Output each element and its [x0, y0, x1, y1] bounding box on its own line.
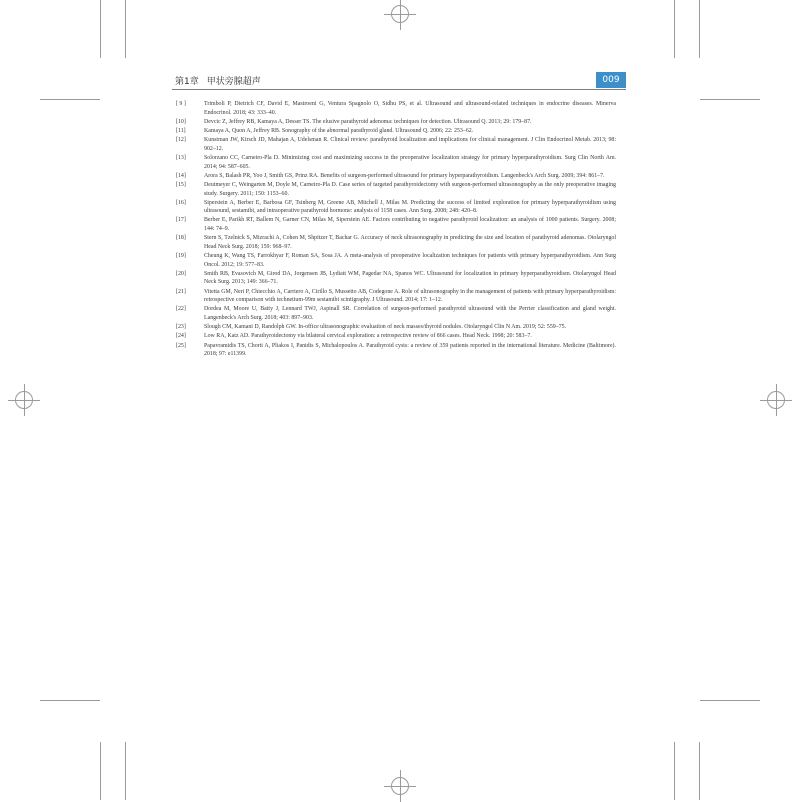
reference-text: Devcic Z, Jeffrey RB, Kamaya A, Desser TS. The elusive parathyroid adenoma: techniques for detection. Ultrasound Q. 2013; 29: 179–87. — [204, 118, 532, 125]
page-number: 009 — [596, 72, 626, 88]
crop-mark — [40, 700, 100, 701]
reference-text: Arora S, Balash PR, Yoo J, Smith GS, Prinz RA. Benefits of surgeon-performed ultrasound for primary hyperparathyroidism. Langenbeck's Arch Surg. 2009; 394: 861–7. — [204, 172, 605, 179]
reference-number: [19] — [176, 253, 186, 260]
reference-number: [15] — [176, 181, 186, 188]
crop-mark — [125, 742, 126, 800]
reference-number: [13] — [176, 154, 186, 161]
chapter-number: 第1章 — [175, 77, 199, 87]
chapter-title: 甲状旁腺超声 — [206, 77, 261, 87]
chapter-heading — [175, 74, 261, 87]
reference-text: Deutmeyer C, Weingarten M, Doyle M, Carneiro-Pla D. Case series of targeted parathyroidectomy with surgeon-performed ultrasonography as the only preoperative imaging study. Surgery. 2011; 150: 1153–60. — [204, 181, 616, 197]
reference-number: [23] — [176, 324, 186, 331]
crop-mark — [699, 0, 700, 58]
registration-mark — [15, 391, 33, 409]
reference-number: [24] — [176, 333, 186, 340]
reference-item — [176, 154, 616, 171]
reference-item — [176, 332, 616, 341]
reference-item — [176, 127, 616, 136]
reference-item — [176, 181, 616, 198]
reference-text: Solorzano CC, Carneiro-Pla D. Minimizing cost and maximizing success in the preoperative localization strategy for primary hyperparathyroidism. Surg Clin North Am. 2014; 94: 587–605. — [204, 154, 616, 170]
reference-text: Smith RB, Evasovich M, Girod DA, Jorgensen JB, Lydiatt WM, Pagedar NA, Spanos WC. Ultrasound for localization in primary hyperparathyroidism. Otolaryngol Head Neck Surg. 2013; 149: 366–71. — [204, 270, 616, 286]
crop-mark — [100, 0, 101, 58]
crop-mark — [674, 0, 675, 58]
reference-text: Low RA, Katz AD. Parathyroidectomy via bilateral cervical exploration: a retrospective review of 866 cases. Head Neck. 1998; 20: 583–7. — [204, 333, 532, 340]
reference-list — [176, 100, 616, 359]
reference-text: Kunstman JW, Kirsch JD, Mahajan A, Udelsman R. Clinical review: parathyroid localization and implications for clinical management. J Clin Endocrinol Metab. 2013; 98: 902–12. — [204, 137, 616, 152]
crop-mark — [125, 0, 126, 58]
reference-text: Dordea M, Moore U, Batty J, Lennard TWJ, Aspinall SR. Correlation of surgeon-performed parathyroid ultrasound with the Perrier classification and gland weight. Langenbeck's Arch Surg. 2018; 403: 897–903. — [204, 306, 616, 321]
reference-number: [14] — [176, 172, 186, 179]
reference-item — [176, 172, 616, 181]
reference-number: [21] — [176, 288, 186, 295]
registration-mark — [391, 777, 409, 795]
reference-item — [176, 136, 616, 153]
crop-mark — [674, 742, 675, 800]
reference-text: Berber E, Parikh RT, Ballem N, Garner CN, Milas M, Siperstein AE. Factors contributing to negative parathyroid localization: an analysis of 1000 patients. Surgery. 2008; 144: 74–9. — [204, 217, 616, 233]
reference-number: [22] — [176, 306, 186, 313]
running-header — [172, 72, 626, 90]
reference-item — [176, 288, 616, 305]
reference-item — [176, 118, 616, 127]
registration-mark — [391, 5, 409, 23]
reference-item — [176, 199, 616, 216]
reference-item — [176, 100, 616, 117]
reference-number: [11] — [176, 127, 186, 134]
crop-mark — [700, 700, 760, 701]
reference-number: [16] — [176, 199, 186, 206]
reference-text: Slough CM, Kamani D, Randolph GW. In-office ultrasonographic evaluation of neck masses/thyroid nodules. Otolaryngol Clin N Am. 2019; 52: 559–75. — [204, 324, 567, 331]
reference-text: Cheung K, Wang TS, Farrokhyar F, Roman SA, Sosa JA. A meta-analysis of preoperative localization techniques for patients with primary hyperparathyroidism. Ann Surg Oncol. 2012; 19: 577–83. — [204, 253, 616, 268]
reference-item — [176, 234, 616, 251]
reference-item — [176, 305, 616, 322]
reference-number: [17] — [176, 217, 186, 224]
reference-text: Stern S, Tzelnick S, Mizrachi A, Cohen M, Shpitzer T, Bachar G. Accuracy of neck ultrasonography in predicting the size and location of parathyroid adenomas. Otolaryngol Head Neck Surg. 2018; 159: 968–97. — [204, 235, 616, 250]
reference-text: Kamaya A, Quon A, Jeffrey RB. Sonography of the abnormal parathyroid gland. Ultrasound Q. 2006; 22: 253–62. — [204, 127, 474, 134]
reference-number: [10] — [176, 118, 186, 125]
reference-item — [176, 270, 616, 287]
reference-number: [ 9 ] — [176, 101, 186, 107]
reference-number: [20] — [176, 270, 186, 277]
crop-mark — [40, 99, 100, 100]
reference-text: Siperstein A, Berber E, Barbosa GF, Tsinberg M, Greene AB, Mitchell J, Milas M. Predicting the success of limited exploration for primary hyperparathyroidism using ultrasound, sestamibi, and intraoperative parathyroid hormone: analysis of 1158 cases. Ann Surg. 2008; 248: 420–8. — [204, 199, 616, 215]
header-rule — [172, 89, 626, 90]
crop-mark — [700, 99, 760, 100]
reference-item — [176, 342, 616, 359]
reference-number: [18] — [176, 235, 186, 242]
registration-mark — [767, 391, 785, 409]
crop-mark — [100, 742, 101, 800]
reference-number: [25] — [176, 342, 186, 349]
reference-item — [176, 323, 616, 332]
reference-number: [12] — [176, 137, 186, 144]
reference-text: Trimboli P, Dietrich CF, David E, Mastroeni G, Ventura Spagnolo O, Sidhu PS, et al. Ultrasound and ultrasound-related techniques in endocrine diseases. Minerva Endocrinol. 2018; 43: 333–40. — [204, 101, 616, 116]
crop-mark — [699, 742, 700, 800]
reference-item — [176, 216, 616, 233]
reference-item — [176, 252, 616, 269]
reference-text: Vitetta GM, Neri P, Chiecchio A, Carriero A, Cirillo S, Mussetto AB, Codegone A. Role of ultrasonography in the management of patients with primary hyperparathyroidism: retrospective comparison with technetium-99m sestamibi scintigraphy. J Ultrasound. 2014; 17: 1–12. — [204, 288, 616, 304]
reference-text: Papavramidis TS, Chorti A, Pliakos I, Panidis S, Michalopoulos A. Parathyroid cysts: a review of 359 patients reported in the international literature. Medicine (Baltimore). 2018; 97: e11399. — [204, 342, 616, 358]
